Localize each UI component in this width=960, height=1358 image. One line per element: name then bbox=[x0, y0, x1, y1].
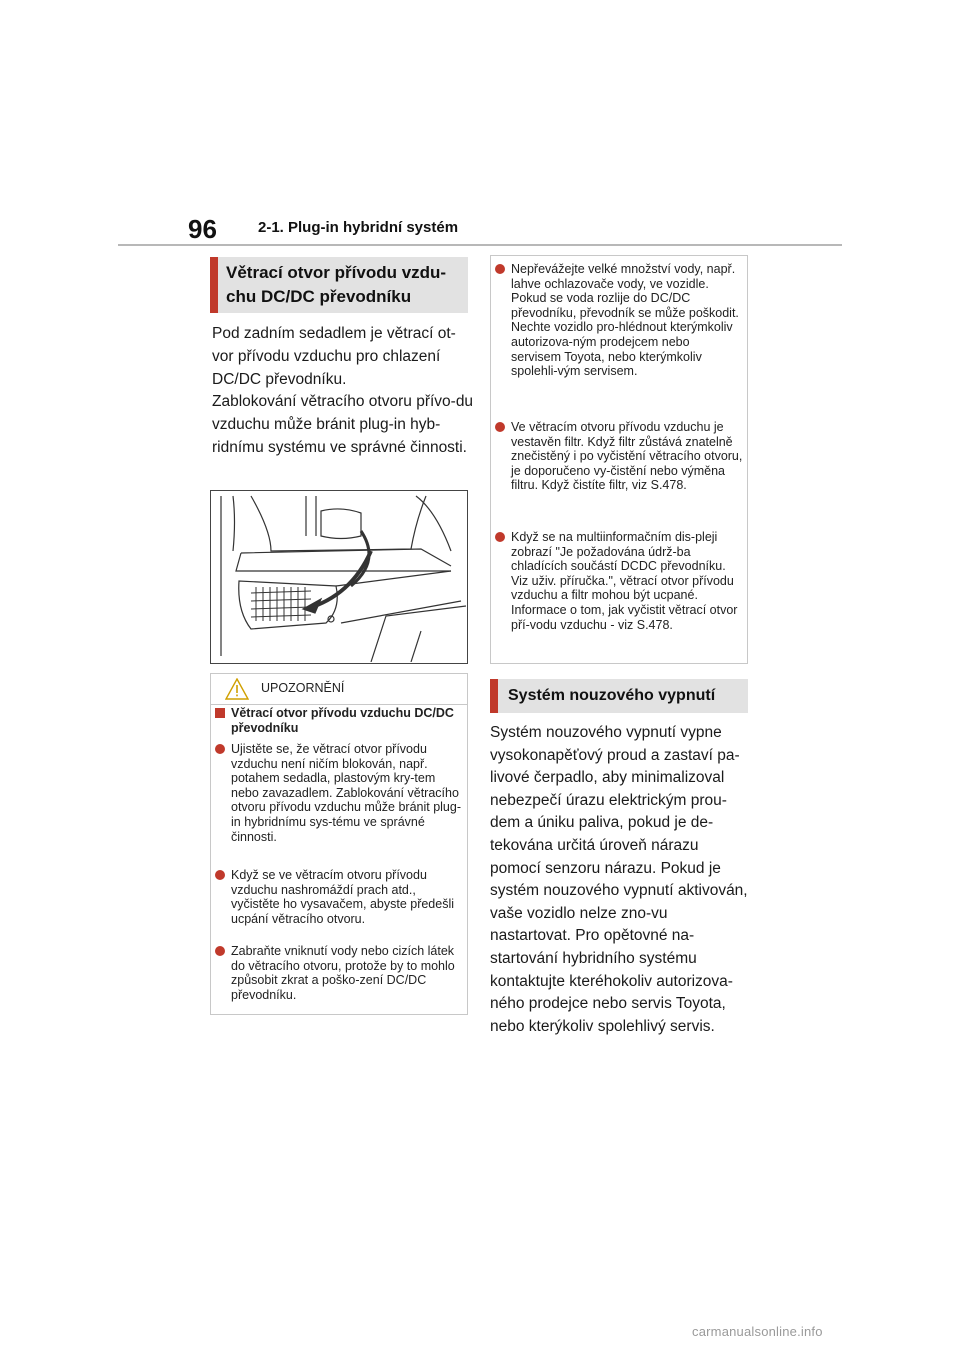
blocking-paragraph: Zablokování větracího otvoru přívo-du vzduchu může bránit plug-in hyb-ridnímu systému ve správné činnosti. bbox=[212, 393, 474, 456]
square-bullet-icon bbox=[215, 708, 225, 718]
caution-item: Zabraňte vniknutí vody nebo cizích látek do větracího otvoru, protože by to mohlo způsobit zkrat a poško-zení DC/DC převodníku. bbox=[231, 944, 463, 1002]
section-title-emergency-shutoff: Systém nouzového vypnutí bbox=[490, 679, 748, 713]
note-item: Ve větracím otvoru přívodu vzduchu je vestavěn filtr. Když filtr zůstává znatelně znečistěný i po vyčistění větracího otvoru, je doporučeno vy-čistění nebo výměna filtru. Když čistíte filtr, viz S.478. bbox=[511, 420, 743, 493]
watermark: carmanualsonline.info bbox=[692, 1324, 823, 1339]
note-item: Nepřevážejte velké množství vody, např. lahve ochlazovače vody, ve vozidle. Pokud se voda rozlije do DC/DC převodníku, převodník se může poškodit. Nechte vozidlo pro-hlédnout kterýmkoliv autorizova-ným prodejcem nebo servisem Toyota, nebo kterýmkoliv spolehli-vým servisem. bbox=[511, 262, 743, 379]
emergency-shutoff-paragraph: Systém nouzového vypnutí vypne vysokonapěťový proud a zastaví pa-livové čerpadlo, aby minimalizoval nebezpečí úrazu elektrickým prou-dem a úniku paliva, pokud je de-tekována určitá úroveň nárazu pomocí senzoru nárazu. Pokud je systém nouzového vypnutí aktivován, vaše vozidlo nelze zno-vu nastartovat. Pro opětovné na-startování hybridního systému kontaktujte kteréhokoliv autorizova-ného prodejce nebo servis Toyota, nebo kterýkoliv spolehlivý servis. bbox=[490, 724, 748, 1035]
bullet-icon bbox=[215, 870, 225, 880]
bullet-icon bbox=[495, 532, 505, 542]
bullet-icon bbox=[215, 946, 225, 956]
caution-label: UPOZORNĚNÍ bbox=[261, 681, 345, 695]
warning-triangle-icon bbox=[225, 678, 249, 700]
header-rule bbox=[118, 244, 842, 246]
page-number: 96 bbox=[188, 214, 217, 244]
bullet-icon bbox=[215, 744, 225, 754]
section-title-vent: Větrací otvor přívodu vzdu-chu DC/DC převodníku bbox=[210, 257, 468, 313]
caution-box bbox=[210, 673, 468, 1015]
notes-box bbox=[490, 255, 748, 664]
note-item: Když se na multiinformačním dis-pleji zobrazí "Je požadována údrž-ba chladících součástí DCDC převodníku. Viz uživ. příručka.", větrací otvor přívodu vzduchu a filtr mohou být ucpané. Informace o tom, jak vyčistit větrací otvor pří-vodu vzduchu - viz S.478. bbox=[511, 530, 743, 632]
intro-paragraph: Pod zadním sedadlem je větrací ot-vor přívodu vzduchu pro chlazení DC/DC převodníku. bbox=[212, 325, 456, 388]
caution-header bbox=[211, 674, 467, 705]
section-header: 2-1. Plug-in hybridní systém bbox=[258, 219, 459, 236]
caution-heading: Větrací otvor přívodu vzduchu DC/DC převodníku bbox=[231, 706, 461, 735]
seat-vent-illustration bbox=[210, 490, 468, 664]
bullet-icon bbox=[495, 264, 505, 274]
caution-item: Když se ve větracím otvoru přívodu vzduchu nashromáždí prach atd., vyčistěte ho vysavačem, abyste předešli ucpání větracího otvoru. bbox=[231, 868, 463, 926]
bullet-icon bbox=[495, 422, 505, 432]
caution-item: Ujistěte se, že větrací otvor přívodu vzduchu není ničím blokován, např. potahem sedadla, plastovým kry-tem nebo zavazadlem. Zablokování větracího otvoru přívodu vzduchu může bránit plug-in hybridnímu sys-tému ve správné činnosti. bbox=[231, 742, 463, 844]
